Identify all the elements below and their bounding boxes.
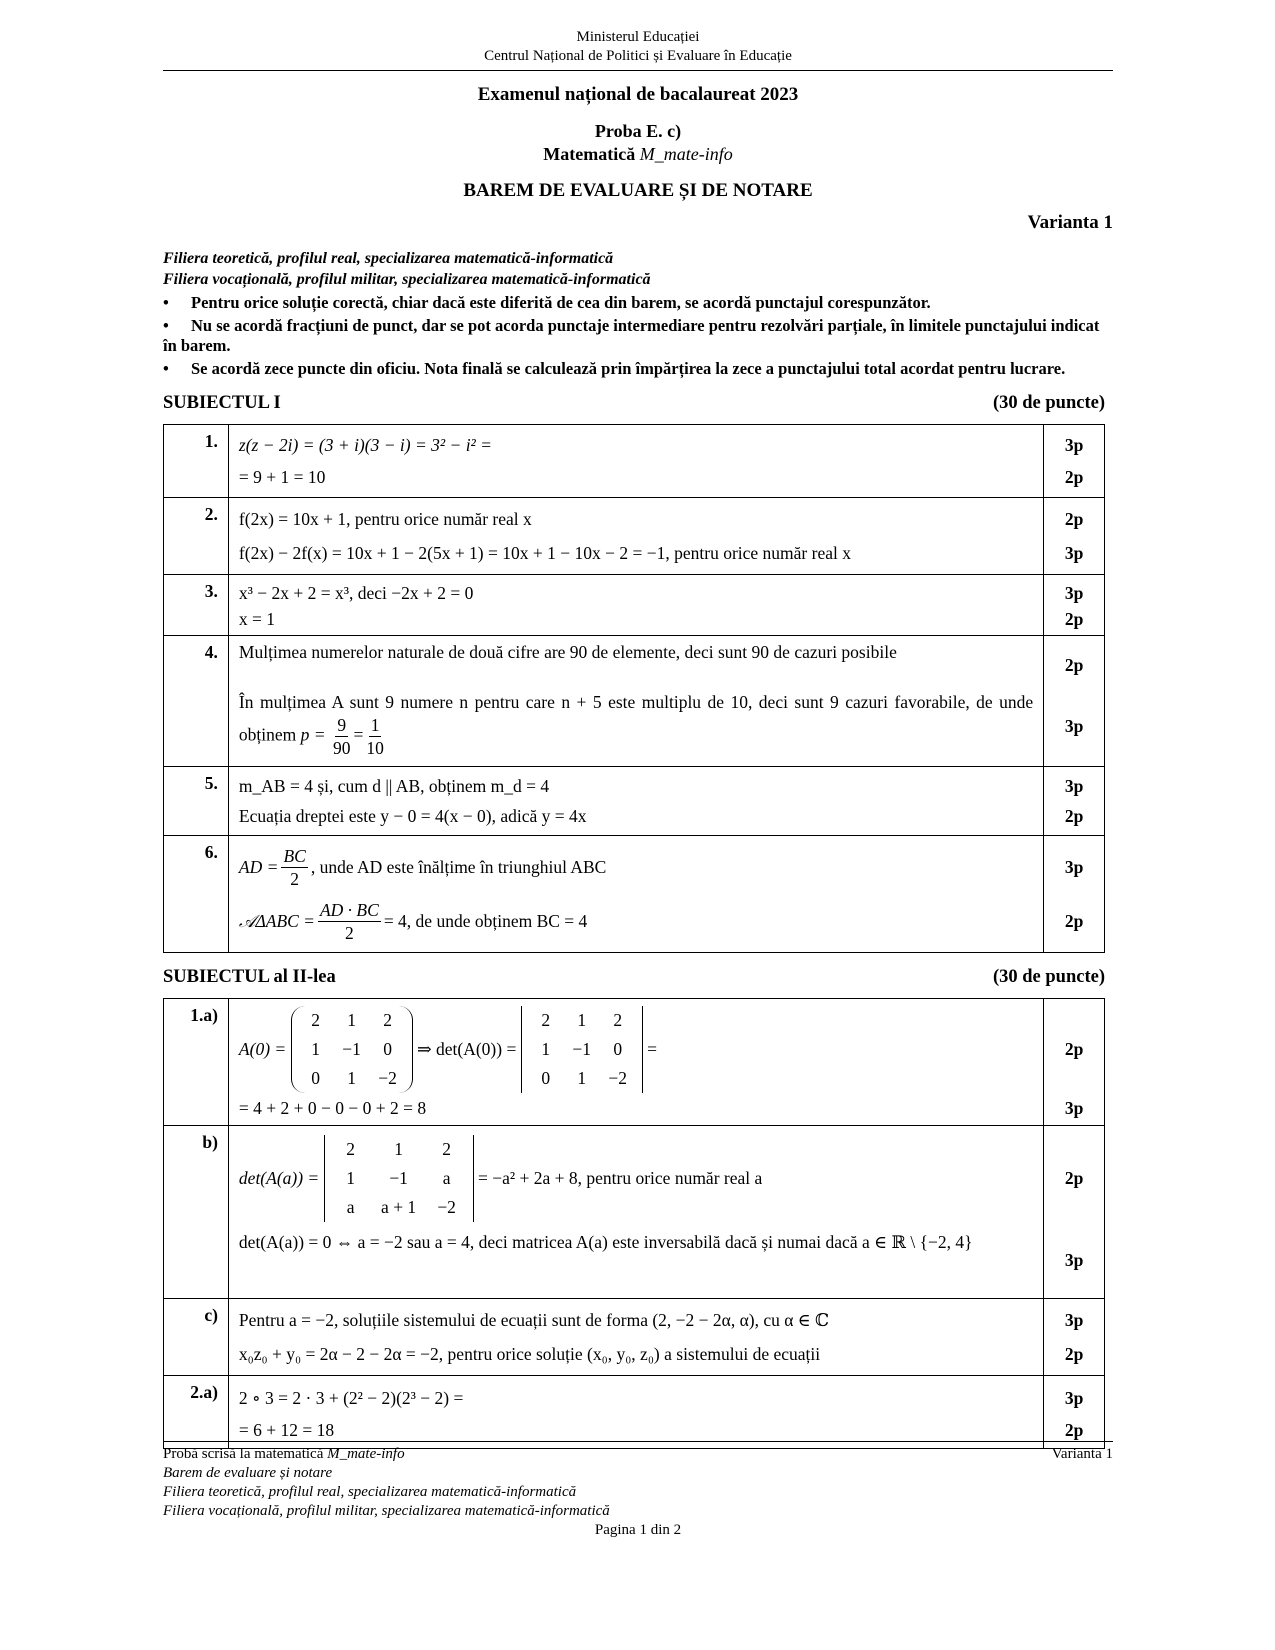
solution-line: Ecuația dreptei este y − 0 = 4(x − 0), adică y = 4x xyxy=(238,805,587,826)
points-value: 2p xyxy=(1064,654,1084,675)
points-value: 2p xyxy=(1064,1167,1084,1188)
footer-line: Barem de evaluare și notare xyxy=(163,1465,333,1481)
determinant: 2 1 2 1 −1 a a a + 1 −2 xyxy=(324,1135,474,1222)
subiect2-heading: SUBIECTUL al II-lea (30 de puncte) xyxy=(163,967,1105,987)
footer-line: Filiera vocațională, profilul militar, specializarea matematică-informatică xyxy=(163,1503,610,1519)
fraction: $\frac{9}{90}$ xyxy=(332,715,351,758)
points-value: 3p xyxy=(1064,856,1084,877)
solution-line: f(2x) − 2f(x) = 10x + 1 − 2(5x + 1) = 10x + 1 − 10x − 2 = −1, pentru orice număr real x xyxy=(238,542,851,563)
solution-line: = 4 + 2 + 0 − 0 − 0 + 2 = 8 xyxy=(238,1097,427,1118)
item-number: 4. xyxy=(164,636,229,767)
document-page xyxy=(163,28,1113,1449)
fraction: $\frac{BC}{2}$ xyxy=(283,845,306,889)
points-value: 3p xyxy=(1064,775,1084,796)
table-row xyxy=(164,767,1105,836)
points-value: 2p xyxy=(1064,910,1084,931)
points-value: 2p xyxy=(1064,608,1084,629)
points-value: 2p xyxy=(1064,1343,1084,1364)
solution-line: 𝒜ΔABC = $\frac{AD \cdot BC}{2}$ = 4, de unde obținem BC = 4 xyxy=(238,899,588,943)
header-ministry: Ministerul Educației xyxy=(576,29,700,45)
header-center: Centrul Național de Politici și Evaluare în Educație xyxy=(484,48,792,64)
solution-line: Mulțimea numerelor naturale de două cifre are 90 de elemente, deci sunt 90 de cazuri posibile xyxy=(238,642,897,662)
solution-line: z(z − 2i) = (3 + i)(3 − i) = 3² − i² = xyxy=(238,434,492,455)
page-footer xyxy=(163,1441,1113,1540)
instruction-bullet: • Nu se acordă fracțiuni de punct, dar se pot acorda punctaje intermediare pentru rezolvări parțiale, în limitele punctajului indicat în barem. xyxy=(163,316,1100,355)
points-value: 2p xyxy=(1064,805,1084,826)
footer-line: Filiera teoretică, profilul real, specializarea matematică-informatică xyxy=(163,1484,577,1500)
variant-label: Varianta 1 xyxy=(1027,212,1113,233)
solution-line: 2 ∘ 3 = 2 · 3 + (2² − 2)(2³ − 2) = xyxy=(238,1387,464,1408)
points-value: 2p xyxy=(1064,466,1084,487)
item-number: c) xyxy=(164,1299,229,1376)
solution-line: x³ − 2x + 2 = x³, deci −2x + 2 = 0 xyxy=(238,582,474,603)
filiera-line: Filiera teoretică, profilul real, specializarea matematică-informatică xyxy=(163,250,614,267)
subiect2-table xyxy=(163,998,1105,1449)
points-value: 3p xyxy=(1064,542,1084,563)
points-value: 2p xyxy=(1064,1038,1084,1059)
table-row xyxy=(164,498,1105,575)
fraction: $\frac{AD \cdot BC}{2}$ xyxy=(319,899,379,943)
solution-line: = 9 + 1 = 10 xyxy=(238,466,326,487)
table-row xyxy=(164,1376,1105,1449)
matrix: 2 1 2 1 −1 0 0 1 −2 xyxy=(291,1006,413,1093)
points-value: 3p xyxy=(1064,1309,1084,1330)
solution-line: Pentru a = −2, soluțiile sistemului de ecuații sunt de forma (2, −2 − 2α, α), cu α ∈ ℂ xyxy=(238,1309,830,1330)
points-value: 3p xyxy=(1064,434,1084,455)
item-number: b) xyxy=(164,1126,229,1299)
subject-line: Matematică M_mate-info xyxy=(543,144,733,164)
points-value: 3p xyxy=(1064,1387,1084,1408)
header-rule xyxy=(163,70,1113,71)
points-value: 2p xyxy=(1064,1419,1084,1440)
points-value: 3p xyxy=(1064,1249,1084,1270)
table-row xyxy=(164,836,1105,953)
proba-label: Proba E. c) xyxy=(594,121,682,141)
barem-title: BAREM DE EVALUARE ȘI DE NOTARE xyxy=(463,180,813,201)
footer-first-line: Probă scrisă la matematică M_mate-info Varianta 1 xyxy=(163,1446,1113,1462)
exam-title: Examenul național de bacalaureat 2023 xyxy=(477,84,799,105)
determinant: 2 1 2 1 −1 0 0 1 −2 xyxy=(521,1006,643,1093)
solution-line: f(2x) = 10x + 1, pentru orice număr real x xyxy=(238,508,532,529)
solution-line: A(0) = 2 1 2 1 −1 0 0 1 −2 ⇒ det(A(0)) = 2 1 2 1 −1 0 0 1 −2 = xyxy=(239,1003,1033,1095)
solution-line: x = 1 xyxy=(238,608,276,629)
solution-line: m_AB = 4 și, cum d || AB, obținem m_d = 4 xyxy=(238,775,550,796)
table-row xyxy=(164,425,1105,498)
page-number: Pagina 1 din 2 xyxy=(594,1522,682,1538)
subiect1-table xyxy=(163,424,1105,953)
item-number: 3. xyxy=(164,575,229,636)
solution-line: AD = $\frac{BC}{2}$ , unde AD este înălțime în triunghiul ABC xyxy=(238,845,607,889)
solution-line: det(A(a)) = 0 ⇔ a = −2 sau a = 4, deci matricea A(a) este inversabilă dacă și numai dacă a ∈ ℝ \ {−2, 4} xyxy=(238,1232,973,1252)
instruction-bullet: • Pentru orice soluție corectă, chiar dacă este diferită de cea din barem, se acordă punctajul corespunzător. xyxy=(163,293,931,312)
points-value: 3p xyxy=(1064,715,1084,736)
solution-line: det(A(a)) = 2 1 2 1 −1 a a a + 1 −2 = −a² + 2a + 8, pentru orice număr real a xyxy=(239,1130,1033,1226)
solution-line: x₀z₀ + y₀ = 2α − 2 − 2α = −2, pentru orice soluție (x₀, y₀, z₀) a sistemului de ecuații xyxy=(238,1343,821,1364)
item-number: 6. xyxy=(164,836,229,953)
item-number: 2.a) xyxy=(164,1376,229,1449)
solution-line: În mulțimea A sunt 9 numere n pentru care n + 5 este multiplu de 10, deci sunt 9 cazuri favorabile, de unde obținem p = $\frac{9}{90}$ = $\frac{1}{10}$ xyxy=(238,692,1034,758)
subiect1-heading: SUBIECTUL I (30 de puncte) xyxy=(163,393,1105,413)
item-number: 1. xyxy=(164,425,229,498)
table-row xyxy=(164,636,1105,767)
item-number: 2. xyxy=(164,498,229,575)
solution-line: = 6 + 12 = 18 xyxy=(238,1419,335,1440)
filiera-line: Filiera vocațională, profilul militar, specializarea matematică-informatică xyxy=(163,271,651,288)
instruction-bullet: • Se acordă zece puncte din oficiu. Nota finală se calculează prin împărțirea la zece a punctajului total acordat pentru lucrare. xyxy=(163,359,1066,378)
proba-title xyxy=(163,120,1113,166)
item-number: 5. xyxy=(164,767,229,836)
item-number: 1.a) xyxy=(164,999,229,1126)
points-value: 3p xyxy=(1064,1097,1084,1118)
points-value: 3p xyxy=(1064,582,1084,603)
points-value: 2p xyxy=(1064,508,1084,529)
fraction: $\frac{1}{10}$ xyxy=(366,715,384,758)
table-row xyxy=(164,999,1105,1126)
table-row xyxy=(164,575,1105,636)
table-row xyxy=(164,1126,1105,1299)
table-row xyxy=(164,1299,1105,1376)
footer-variant: Varianta 1 xyxy=(1051,1446,1113,1462)
